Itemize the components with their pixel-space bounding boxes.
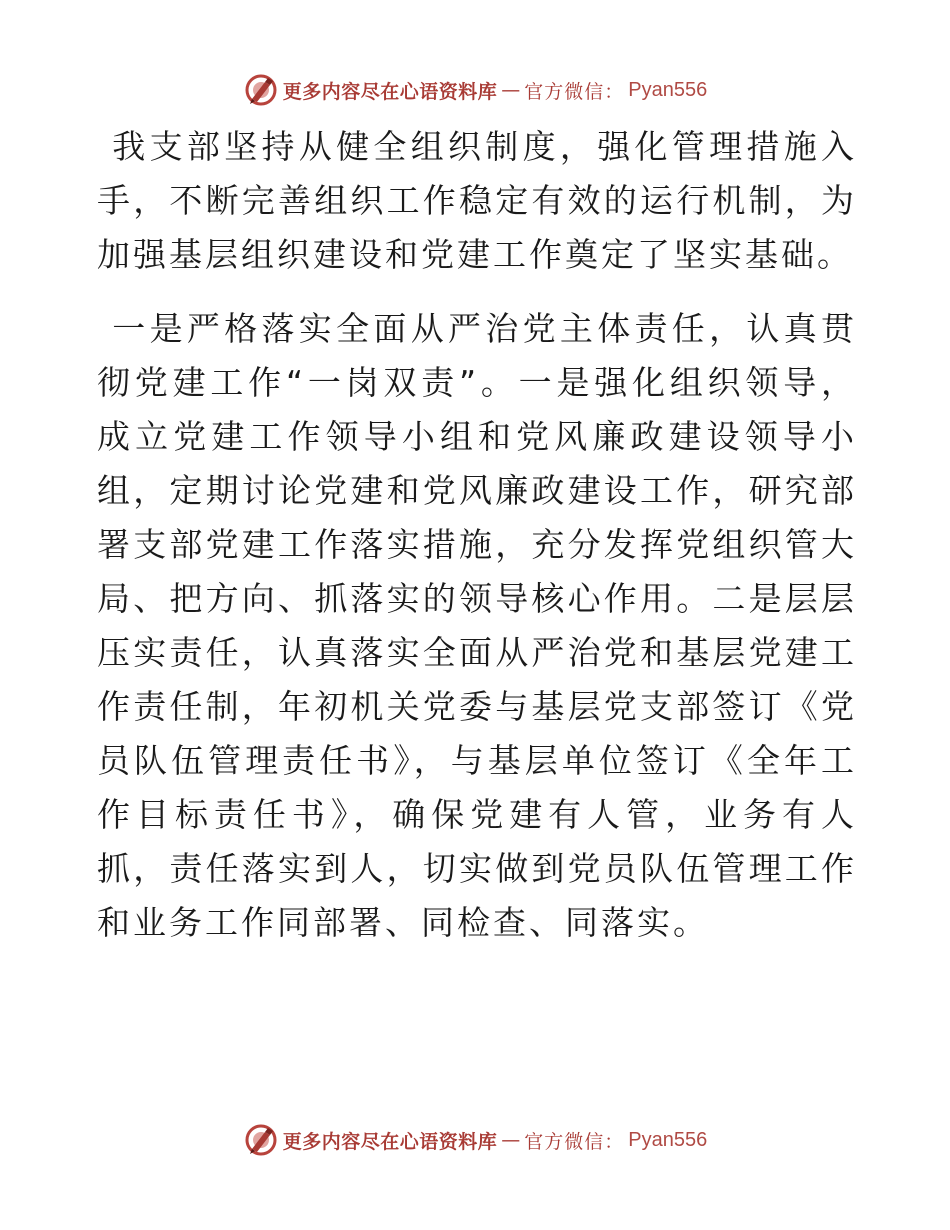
footer-banner	[0, 1120, 950, 1160]
footer-promo-text: 更多内容尽在心语资料库	[282, 1130, 498, 1153]
header-banner	[0, 70, 950, 110]
paragraph-2	[97, 302, 857, 950]
header-wechat-label: 官方微信：	[524, 80, 625, 103]
footer-wechat-id: Pyan556	[628, 1128, 708, 1151]
header-wechat-id: Pyan556	[628, 78, 708, 101]
document-body	[97, 120, 857, 950]
paragraph-2-text: 一是严格落实全面从严治党主体责任，认真贯彻党建工作“一岗双责”。一是强化组织领导，成立党建工作领导小组和党风廉政建设领导小组，定期讨论党建和党风廉政建设工作，研究部署支部党建工作落实措施，充分发挥党组织管大局、把方向、抓落实的领导核心作用。二是层层压实责任，认真落实全面从严治党和基层党建工作责任制，年初机关党委与基层党支部签订《党员队伍管理责任书》，与基层单位签订《全年工作目标责任书》，确保党建有人管，业务有人抓，责任落实到人，切实做到党员队伍管理工作和业务工作同部署、同检查、同落实。	[97, 309, 857, 942]
pen-circle-logo-icon	[243, 1122, 279, 1158]
header-promo-text: 更多内容尽在心语资料库	[282, 80, 498, 103]
footer-dash: —	[501, 1129, 521, 1151]
paragraph-1	[97, 120, 857, 282]
header-dash: —	[501, 79, 521, 101]
footer-wechat-label: 官方微信：	[524, 1130, 625, 1153]
pen-circle-logo-icon	[243, 72, 279, 108]
paragraph-1-text: 我支部坚持从健全组织制度，强化管理措施入手，不断完善组织工作稳定有效的运行机制，为加强基层组织建设和党建工作奠定了坚实基础。	[97, 127, 857, 274]
